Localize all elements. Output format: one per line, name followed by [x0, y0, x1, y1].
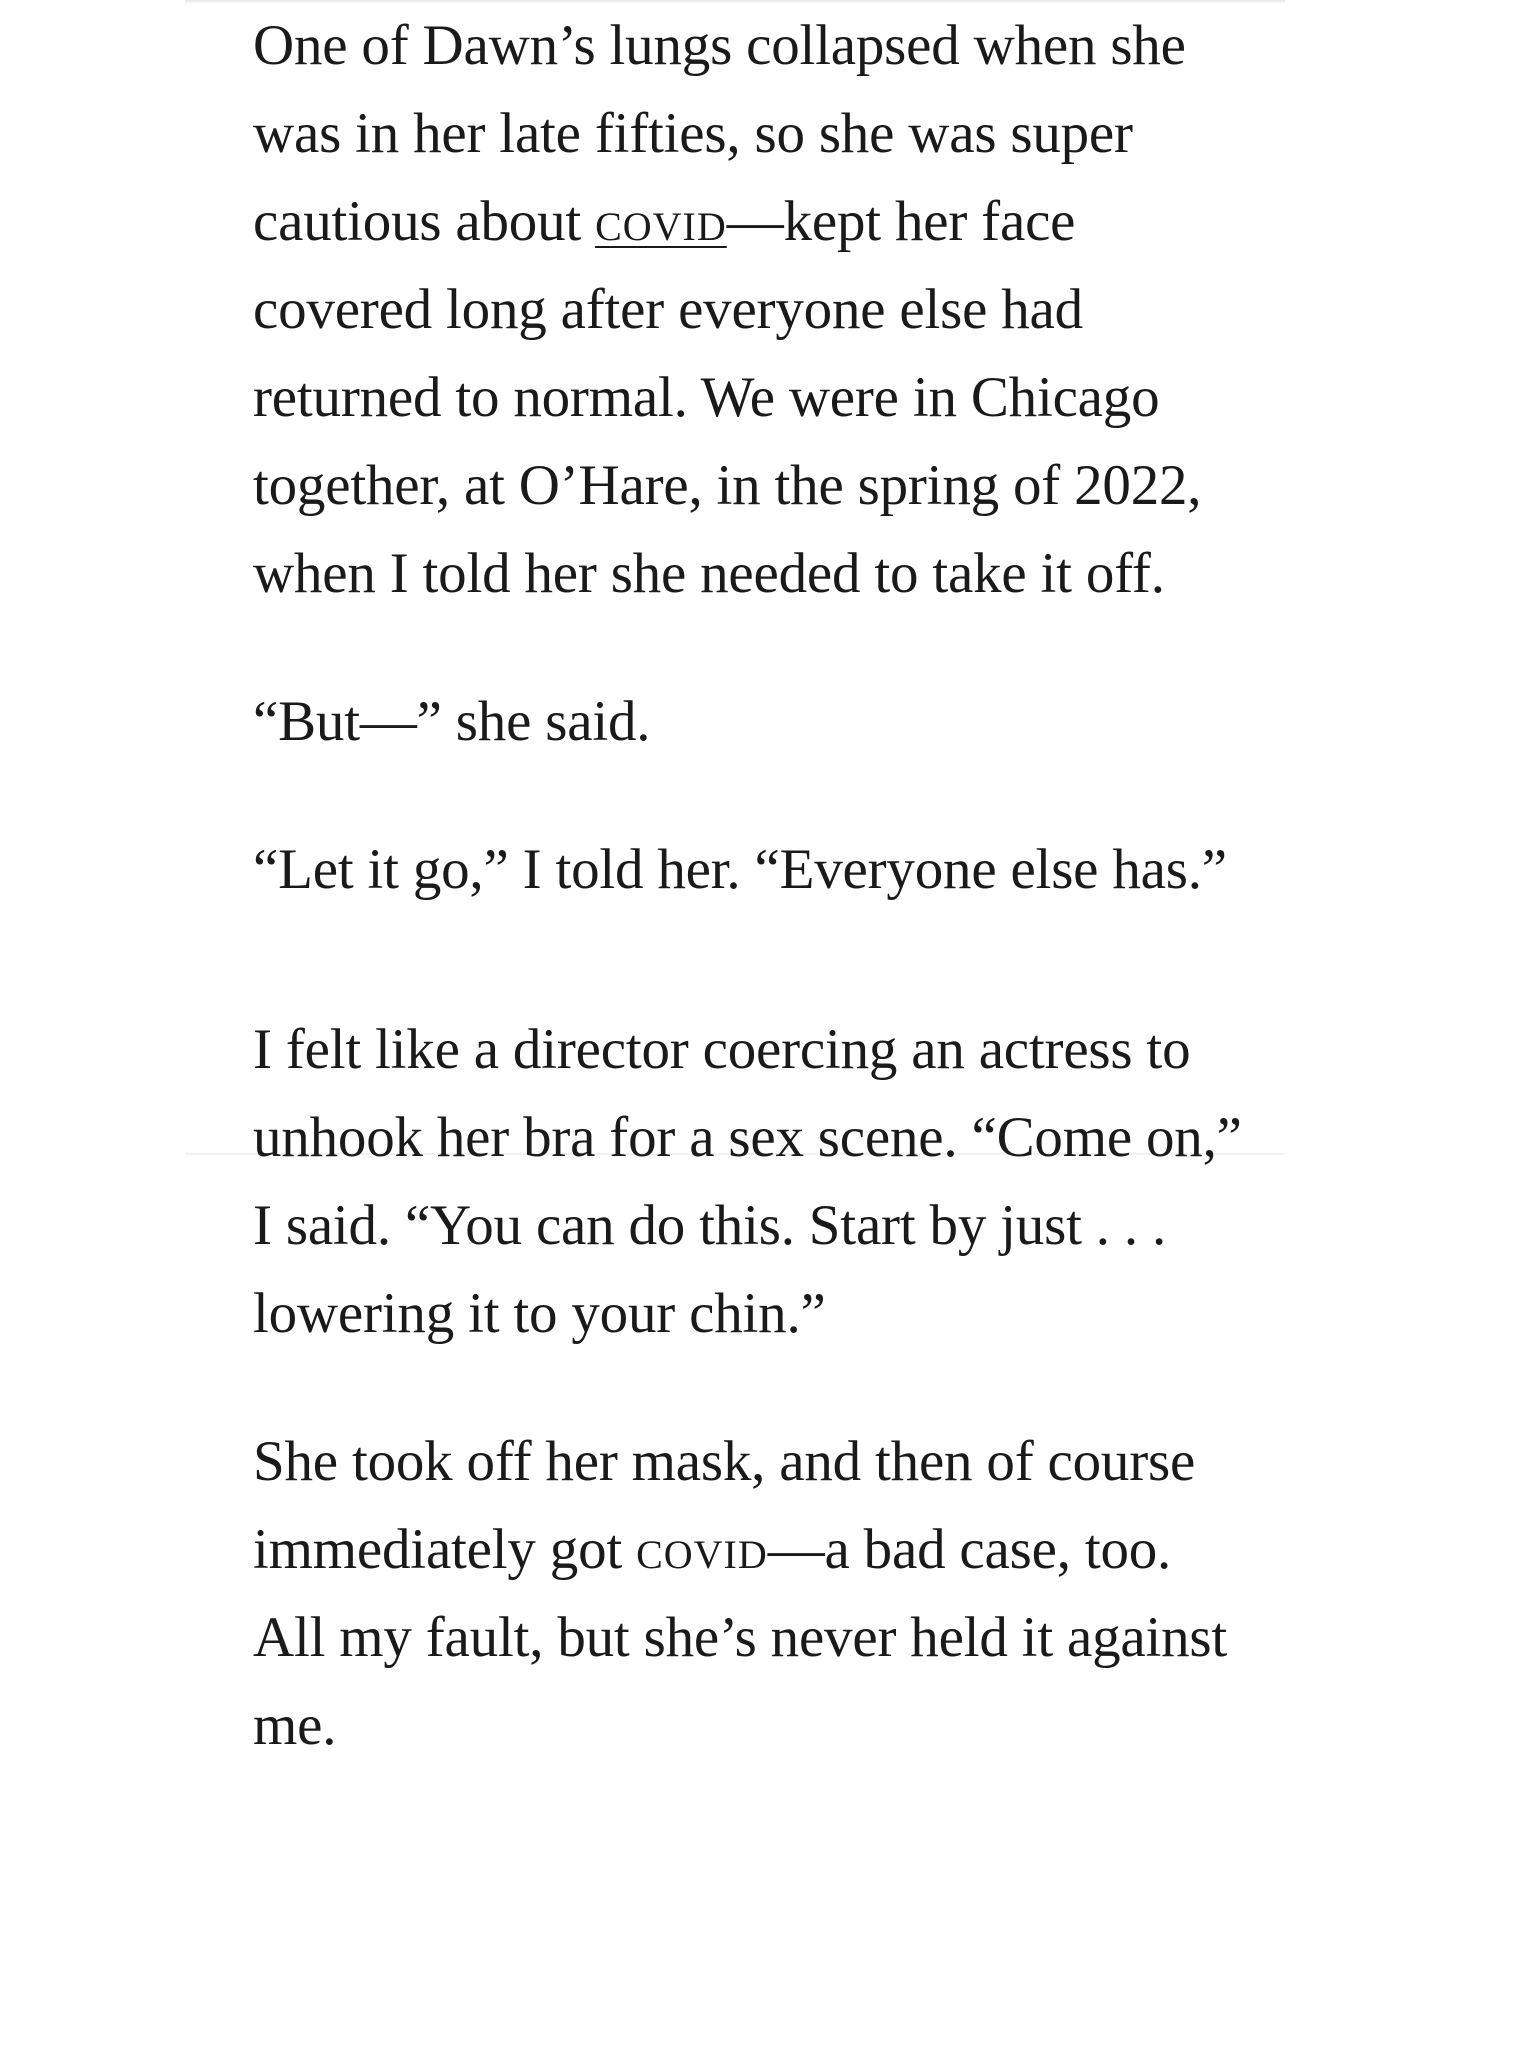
paragraph-5-text-before: She took off her mask, and then of course immediately got: [253, 1430, 1196, 1581]
paragraph-2: “But—” she said.: [253, 690, 651, 753]
paragraph-5: [253, 1418, 1253, 1770]
paragraph-3: “Let it go,” I told her. “Everyone else has.”: [253, 838, 1227, 901]
covid-link[interactable]: covid: [595, 190, 727, 253]
paragraph-4: I felt like a director coercing an actress to unhook her bra for a sex scene. “Come on,” I said. “You can do this. Start by just . . . lowering it to your chin.”: [253, 1018, 1242, 1345]
article-body: [253, 2, 1253, 1770]
paragraph-1-text-after: —kept her face covered long after everyone else had returned to normal. We were in Chicago together, at O’Hare, in the spring of 2022, when I told her she needed to take it off.: [253, 190, 1202, 605]
paragraph-1-text-before: One of Dawn’s lungs collapsed when she was in her late fifties, so she was super cautious about: [253, 14, 1186, 253]
covid-term: covid: [636, 1518, 768, 1581]
paragraph-5-text-after: —a bad case, too. All my fault, but she’s never held it against me.: [253, 1518, 1228, 1757]
paragraph-1: [253, 2, 1253, 618]
